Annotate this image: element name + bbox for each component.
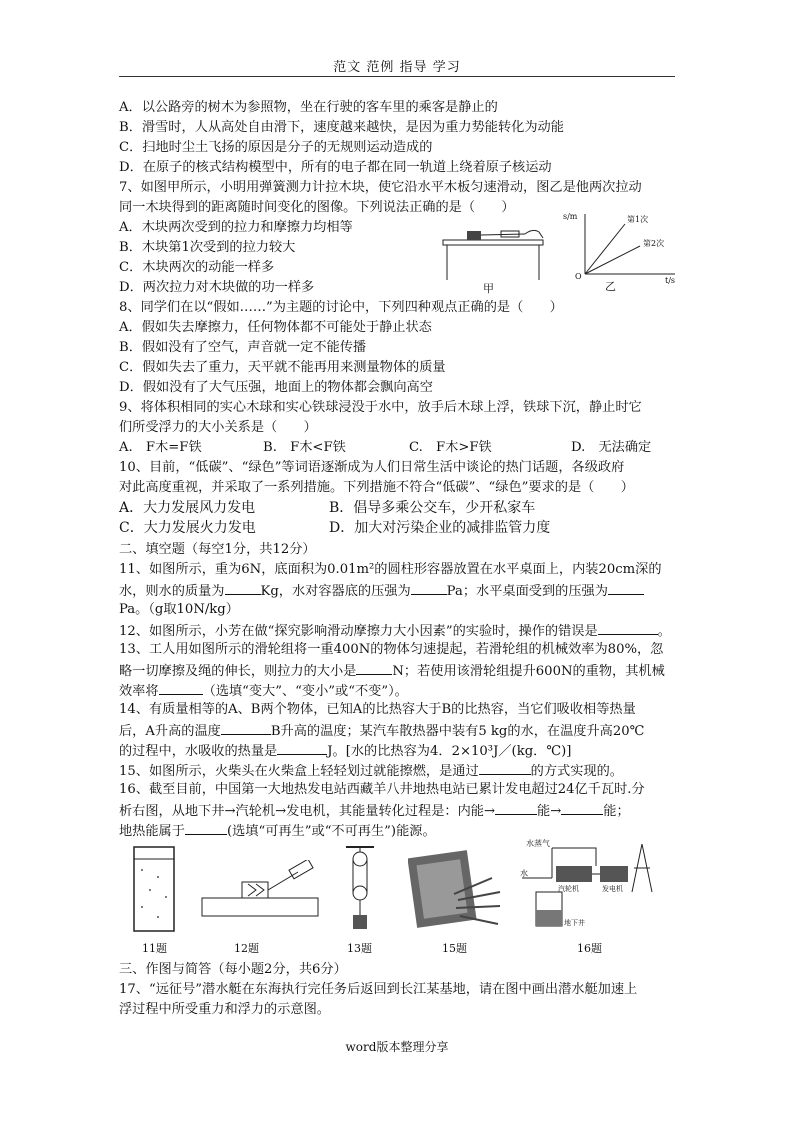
fig16-water: 水: [520, 869, 528, 878]
q9-option-c: C. F木>F铁: [409, 440, 492, 455]
q9-option-a: A. F木=F铁: [119, 440, 202, 455]
fig7-axis-s: s/m: [563, 212, 578, 221]
text-line: C．木块两次的动能一样多: [119, 260, 275, 275]
text-line: 15、如图所示，火柴头在火柴盒上轻轻划过就能擦燃，是通过 的方式实现的。: [119, 761, 623, 781]
text-line: 13、工人用如图所示的滑轮组将一重400N的物体匀速提起，若滑轮组的机械效率为80%，忽: [119, 642, 664, 657]
text-line: B．假如没有了空气，声音就一定不能传播: [119, 340, 367, 355]
text-line: 12、如图所示，小芳在做“探究影响滑动摩擦力大小因素”的实验时，操作的错误是 。: [119, 621, 671, 641]
text-line: A．假如失去摩擦力，任何物体都不可能处于静止状态: [119, 320, 432, 335]
fig16-steam: 水蒸气: [526, 839, 550, 848]
text-line: C．扫地时尘土飞扬的原因是分子的无规则运动造成的: [119, 140, 433, 155]
fig16-underground: 地下井: [564, 919, 585, 927]
text-line: 析右图，从地下井→汽轮机→发电机，其能量转化过程是：内能→ 能→ 能；: [119, 801, 630, 821]
text-line: 水，则水的质量为 Kg，水对容器底的压强为 Pa；水平桌面受到的压强为: [119, 581, 644, 601]
text-line: 17、“远征号”潜水艇在东海执行完任务后返回到长江某基地，请在图中画出潜水艇加速上: [119, 982, 638, 997]
answer-blank[interactable]: [159, 681, 203, 695]
text-line: D．假如没有了大气压强，地面上的物体都会飘向高空: [119, 380, 433, 395]
answer-blank[interactable]: [561, 801, 603, 815]
caption-11: 11题: [142, 942, 167, 955]
text-line: A．以公路旁的树木为参照物，坐在行驶的客车里的乘客是静止的: [119, 100, 498, 115]
figure-11-container: [128, 845, 180, 935]
fig7-label-yi: 乙: [605, 280, 616, 293]
figure-12-friction: [198, 860, 322, 922]
caption-16: 16题: [577, 942, 602, 955]
header-rule: [119, 76, 675, 77]
text-line: 16、截至目前，中国第一大地热发电站西藏羊八井地热电站已累计发电超过24亿千瓦时.分: [119, 782, 645, 797]
answer-blank[interactable]: [185, 821, 227, 835]
figure-16-geothermal: [516, 838, 660, 934]
q10-option-d: D．加大对污染企业的减排监管力度: [329, 520, 551, 536]
text-line: 7、如图甲所示，小明用弹簧测力计拉木块，使它沿水平木板匀速滑动，图乙是他两次拉动: [119, 180, 642, 195]
text-line: D．两次拉力对木块做的功一样多: [119, 280, 315, 295]
text-line: 11、如图所示，重为6N，底面积为0.01m²的圆柱形容器放置在水平桌面上，内装20cm深的: [119, 562, 662, 577]
text-line: 对此高度重视，并采取了一系列措施。下列措施不符合“低碳”、“绿色”要求的是（ ）: [119, 480, 634, 495]
caption-15: 15题: [442, 942, 467, 955]
fig16-turbine: 汽轮机: [558, 885, 579, 893]
q10-option-c: C．大力发展火力发电: [119, 520, 256, 536]
q10-option-b: B．倡导多乘公交车，少开私家车: [329, 500, 536, 516]
figure-13-pulley: [342, 845, 378, 935]
text-line: 们所受浮力的大小关系是（ ）: [119, 420, 317, 435]
answer-blank[interactable]: [225, 581, 261, 595]
text-line: 后，A升高的温度 B升高的温度；某汽车散热器中装有5 kg的水，在温度升高20℃: [119, 721, 644, 741]
text-line: 的过程中，水吸收的热量是 J。[水的比热容为4．2×10³J／(kg．℃)]: [119, 741, 571, 761]
answer-blank[interactable]: [411, 581, 447, 595]
fig7-label-jia: 甲: [483, 282, 494, 295]
answer-blank[interactable]: [495, 801, 537, 815]
section-title: 三、作图与简答（每小题2分，共6分）: [119, 962, 347, 977]
fig7-origin: O: [575, 272, 582, 281]
page-header: 范文 范例 指导 学习: [333, 60, 461, 75]
fig7-line1: 第1次: [627, 215, 649, 224]
fig7-axis-t: t/s: [665, 276, 676, 285]
answer-blank[interactable]: [598, 621, 658, 635]
text-line: A．木块两次受到的拉力和摩擦力均相等: [119, 220, 353, 235]
fig7-line2: 第2次: [643, 239, 665, 248]
text-line: B．木块第1次受到的拉力较大: [119, 240, 296, 255]
figure-7: [435, 212, 680, 296]
caption-12: 12题: [234, 942, 259, 955]
text-line: Pa。（g取10N/kg）: [119, 602, 239, 617]
answer-blank[interactable]: [221, 721, 271, 735]
answer-blank[interactable]: [277, 741, 327, 755]
text-line: 浮过程中所受重力和浮力的示意图。: [119, 1002, 330, 1017]
q9-option-d: D. 无法确定: [571, 440, 652, 455]
text-line: 略一切摩擦及绳的伸长，则拉力的大小是 N；若使用该滑轮组提升600N的重物，其机械: [119, 661, 665, 681]
text-line: 10、目前，“低碳”、“绿色”等词语逐渐成为人们日常生活中谈论的热门话题，各级政府: [119, 460, 625, 475]
text-line: 8、同学们在以“假如……”为主题的讨论中，下列四种观点正确的是（ ）: [119, 300, 563, 315]
answer-blank[interactable]: [479, 761, 531, 775]
text-line: B．滑雪时，人从高处自由滑下，速度越来越快，是因为重力势能转化为动能: [119, 120, 564, 135]
q10-option-a: A．大力发展风力发电: [119, 500, 256, 516]
answer-blank[interactable]: [608, 581, 644, 595]
figure-15-matches: [408, 848, 504, 932]
caption-13: 13题: [347, 942, 372, 955]
text-line: 地热能属于 (选填“可再生”或“不可再生”)能源。: [119, 821, 436, 841]
page-footer: word版本整理分享: [345, 1040, 449, 1054]
text-line: D．在原子的核式结构模型中，所有的电子都在同一轨道上绕着原子核运动: [119, 160, 552, 175]
answer-blank[interactable]: [356, 661, 392, 675]
q9-option-b: B. F木<F铁: [263, 440, 346, 455]
fig16-generator: 发电机: [602, 885, 623, 893]
text-line: 同一木块得到的距离随时间变化的图像。下列说法正确的是（ ）: [119, 200, 515, 215]
text-line: 14、有质量相等的A、B两个物体，已知A的比热容大于B的比热容，当它们吸收相等热量: [119, 702, 636, 717]
text-line: 9、将体积相同的实心木球和实心铁球浸没于水中，放手后木球上浮，铁球下沉，静止时它: [119, 400, 642, 415]
text-line: C．假如失去了重力，天平就不能再用来测量物体的质量: [119, 360, 446, 375]
section-title: 二、填空题（每空1分，共12分）: [119, 542, 316, 557]
text-line: 效率将 （选填“变大”、“变小”或“不变”）。: [119, 681, 408, 701]
